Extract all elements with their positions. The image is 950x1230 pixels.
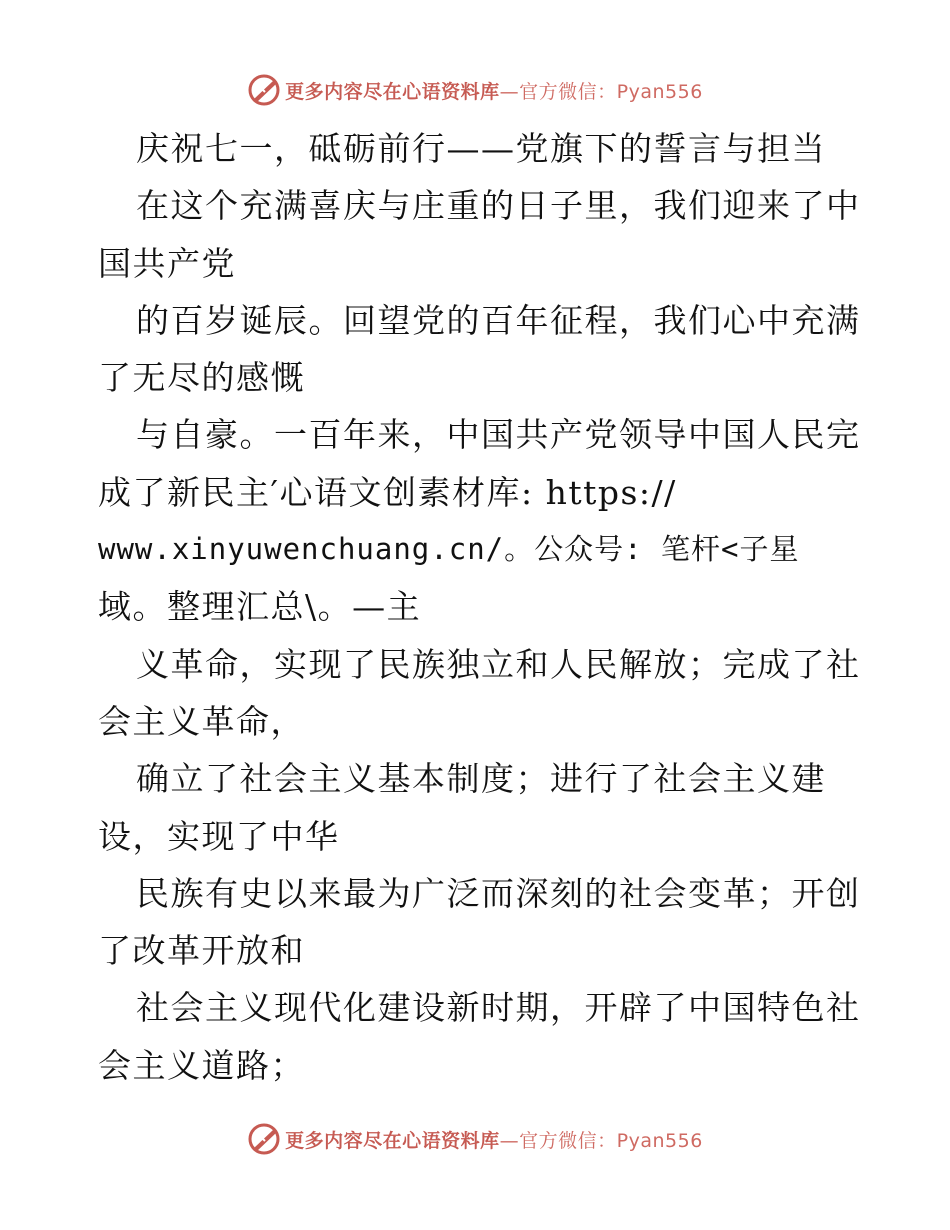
header-banner-label: 更多内容尽在心语资料库	[285, 80, 500, 103]
paragraph-line: 了无尽的感慨	[98, 358, 305, 398]
paragraph-line-url: www.xinyuwenchuang.cn/。公众号: 笔杆<子星	[98, 532, 800, 567]
paragraph-line: 设，实现了中华	[98, 816, 340, 856]
paragraph-line: 社会主义现代化建设新时期，开辟了中国特色社	[136, 988, 861, 1028]
paragraph-line: 了改革开放和	[98, 931, 305, 971]
pen-seal-logo-icon	[247, 1122, 281, 1156]
footer-banner-text	[285, 1126, 703, 1153]
paragraph-line: 义革命，实现了民族独立和人民解放；完成了社	[136, 644, 861, 684]
footer-banner-label: 更多内容尽在心语资料库	[285, 1129, 500, 1152]
paragraph-line: 在这个充满喜庆与庄重的日子里，我们迎来了中	[136, 186, 861, 226]
document-title: 庆祝七一，砥砺前行——党旗下的誓言与担当	[136, 129, 826, 168]
footer-banner	[0, 1121, 950, 1157]
paragraph-line: 会主义道路；	[98, 1045, 305, 1085]
pen-seal-logo-icon	[247, 73, 281, 107]
paragraph-line: 与自豪。一百年来，中国共产党领导中国人民完	[136, 415, 861, 455]
paragraph-line: 的百岁诞辰。回望党的百年征程，我们心中充满	[136, 300, 861, 340]
paragraph-line: 民族有史以来最为广泛而深刻的社会变革；开创	[136, 873, 861, 913]
paragraph-line: 确立了社会主义基本制度；进行了社会主义建	[136, 759, 826, 799]
footer-banner-wechat: —官方微信：Pyan556	[499, 1129, 703, 1152]
header-banner	[0, 72, 950, 108]
paragraph-line: 国共产党	[98, 243, 236, 283]
paragraph-line: 成了新民主′心语文创素材库: https://	[98, 472, 677, 512]
paragraph-line: 域。整理汇总\。—主	[98, 587, 422, 627]
document-body	[98, 120, 861, 1094]
header-banner-text	[285, 77, 703, 104]
paragraph-line: 会主义革命，	[98, 701, 305, 741]
header-banner-wechat: —官方微信：Pyan556	[499, 80, 703, 103]
